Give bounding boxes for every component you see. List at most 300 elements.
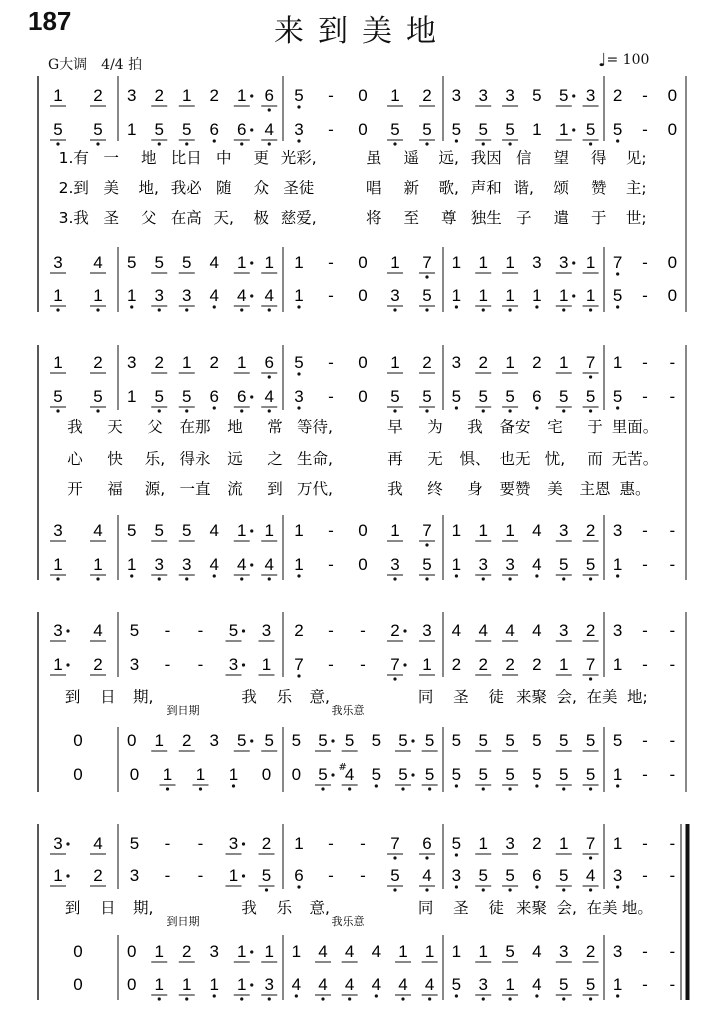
soprano-part-note: -: [328, 86, 334, 105]
soprano-part-note: 0: [358, 86, 368, 105]
tenor-part-note: 0: [73, 942, 83, 961]
lyric-verse-1: 我因: [470, 149, 502, 167]
alto-part-note: 4: [422, 866, 432, 885]
tenor-part-note: -: [669, 942, 676, 961]
tenor-part-aug-dot: [250, 529, 253, 532]
tenor-part-note: 1: [291, 942, 302, 961]
bass-part-note: 5: [559, 555, 569, 574]
bass-part-note: 5: [424, 765, 435, 784]
lyric-verse-1: 来聚: [515, 899, 547, 917]
tenor-part-note: 3: [532, 253, 542, 272]
soprano-part-note: 3: [559, 621, 569, 640]
alto-part-note: 5: [261, 866, 272, 885]
lyric-verse-1: 更: [253, 149, 270, 167]
alto-part-note: -: [642, 387, 648, 406]
alto-part-aug-dot: [66, 663, 69, 666]
alto-part-note: 1: [532, 120, 542, 139]
soprano-part-note: 1: [294, 834, 304, 853]
lyric-verse-1: 圣: [453, 899, 469, 917]
bass-part-note: 4: [318, 975, 328, 994]
tenor-part-note: 7: [612, 253, 623, 272]
bass-part-octave-dot: [240, 308, 243, 311]
soprano-part-octave-dot: [589, 375, 592, 378]
bass-part-note: 1: [53, 286, 63, 305]
bass-part-octave-dot: [508, 577, 511, 580]
soprano-part-note: 5: [228, 621, 239, 640]
tenor-part-note: 1: [478, 253, 488, 272]
alto-part-note: 7: [390, 655, 400, 674]
tenor-part-note: 1: [154, 942, 164, 961]
alto-part-octave-dot: [213, 139, 216, 142]
bass-part-octave-dot: [428, 787, 431, 790]
soprano-part-note: 7: [585, 834, 596, 853]
bass-part-note: 5: [398, 765, 408, 784]
lyric-verse-2: 歌,: [438, 179, 459, 197]
bass-part-note: 1: [612, 555, 623, 574]
soprano-part-aug-dot: [242, 842, 245, 845]
bass-part-octave-dot: [348, 787, 351, 790]
bass-part-note: 0: [127, 975, 137, 994]
alto-part-note: 1: [228, 866, 239, 885]
soprano-part-note: -: [164, 834, 171, 853]
bass-part-note: 1: [532, 286, 542, 305]
bass-part-note: 4: [209, 555, 219, 574]
alto-part-note: -: [197, 655, 204, 674]
bass-part-note: 5: [371, 765, 382, 784]
bass-part-octave-dot: [562, 997, 565, 1000]
bass-part-octave-dot: [455, 784, 458, 787]
bass-part-note: 1: [162, 765, 173, 784]
soprano-part-note: 2: [154, 353, 164, 372]
alto-part-note: 5: [154, 387, 164, 406]
soprano-part-note: -: [360, 834, 366, 853]
bass-part-octave-dot: [535, 784, 538, 787]
tenor-part-note: 0: [358, 521, 368, 540]
bass-part-note: 3: [182, 555, 192, 574]
alto-part-note: 1: [559, 120, 569, 139]
lyric-verse-3: 开: [67, 480, 83, 498]
alto-part-note: 1: [53, 655, 63, 674]
soprano-part-note: 4: [532, 621, 542, 640]
alto-part-note: 5: [585, 387, 596, 406]
soprano-part-note: 2: [93, 353, 103, 372]
lyric-verse-2: 忧,: [544, 450, 566, 468]
lyric-verse-1: 父: [147, 418, 163, 436]
bass-part-octave-dot: [375, 994, 378, 997]
hymn-title: 来到美地: [274, 14, 450, 49]
alto-part-note: 0: [358, 120, 368, 139]
bass-part-sharp-sign: #: [338, 762, 347, 773]
bass-part-aug-dot: [331, 773, 334, 776]
tenor-part-aug-dot: [572, 261, 575, 264]
lyric-verse-2: 谐,: [513, 179, 534, 197]
bass-part-note: 5: [451, 765, 462, 784]
bass-part-octave-dot: [96, 577, 99, 580]
bass-part-octave-dot: [589, 787, 592, 790]
lyric-verse-2: 惧、: [459, 450, 491, 468]
tenor-part-note: 5: [154, 253, 164, 272]
lyric-verse-2: 美: [103, 179, 120, 197]
tenor-part-octave-dot: [425, 275, 428, 278]
lyric-verse-3: 将: [365, 209, 382, 227]
bass-part-note: 1: [505, 975, 515, 994]
alto-part-octave-dot: [482, 888, 485, 891]
soprano-part-aug-dot: [242, 629, 245, 632]
alto-part-note: -: [642, 866, 648, 885]
tenor-part-note: 4: [93, 521, 103, 540]
bass-part-note: 5: [451, 975, 462, 994]
bass-part-octave-dot: [375, 784, 378, 787]
bass-part-note: -: [669, 555, 676, 574]
bass-part-note: 5: [559, 765, 569, 784]
tenor-part-note: 5: [344, 731, 355, 750]
bass-part-aug-dot: [572, 294, 575, 297]
tenor-part-note: 3: [559, 521, 569, 540]
alto-part-octave-dot: [455, 139, 458, 142]
tenor-part-note: 0: [667, 253, 678, 272]
lyric-verse-1: 望: [553, 149, 570, 167]
soprano-part-note: 6: [264, 353, 274, 372]
bass-part-note: 0: [667, 286, 678, 305]
bass-part-octave-dot: [482, 308, 485, 311]
alto-part-note: 5: [478, 866, 488, 885]
alto-part-note: 5: [559, 387, 569, 406]
tenor-part-note: 2: [182, 731, 192, 750]
tenor-part-note: 5: [154, 521, 164, 540]
tenor-part-note: 7: [422, 253, 432, 272]
bass-part-note: -: [328, 286, 334, 305]
alto-part-note: 0: [358, 387, 368, 406]
soprano-part-note: -: [328, 834, 334, 853]
alto-part-octave-dot: [616, 139, 619, 142]
soprano-part-note: -: [328, 621, 334, 640]
alto-part-octave-dot: [589, 409, 592, 412]
tenor-part-note: 5: [291, 731, 302, 750]
soprano-part-note: 3: [127, 86, 137, 105]
alto-part-aug-dot: [242, 663, 245, 666]
soprano-part-note: 2: [209, 353, 219, 372]
bass-part-octave-dot: [268, 997, 271, 1000]
alto-part-note: 5: [585, 120, 596, 139]
tenor-part-note: -: [669, 521, 676, 540]
bass-part-octave-dot: [616, 994, 619, 997]
tenor-part-note: 1: [478, 942, 488, 961]
lyric-verse-1: 天: [107, 418, 123, 436]
lyric-verse-1: 于: [587, 418, 603, 436]
tenor-part-aug-dot: [411, 739, 414, 742]
alto-part-octave-dot: [158, 409, 161, 412]
bass-part-octave-dot: [213, 305, 216, 308]
lyric-verse-3: 世;: [625, 209, 647, 227]
bass-part-note: 0: [73, 765, 83, 784]
alto-part-note: 6: [209, 120, 219, 139]
alto-part-note: 5: [478, 120, 488, 139]
soprano-part-note: 1: [612, 353, 623, 372]
lyric-verse-1: 得: [590, 149, 607, 167]
alto-part-note: 6: [237, 120, 247, 139]
alto-part-note: 6: [209, 387, 219, 406]
lyric-verse-3: 主恩: [579, 480, 611, 498]
tenor-part-note: 3: [559, 942, 569, 961]
lyric-verse-1: 1.有: [58, 149, 89, 167]
bass-part-note: 5: [422, 286, 432, 305]
bass-part-note: 1: [93, 555, 103, 574]
soprano-part-note: 2: [93, 86, 103, 105]
lyric-verse-2: 之: [267, 450, 283, 468]
alto-part-octave-dot: [393, 677, 396, 680]
alto-part-note: -: [164, 866, 171, 885]
tenor-part-note: 1: [424, 942, 435, 961]
alto-part-note: 2: [478, 655, 488, 674]
tenor-part-note: 1: [398, 942, 408, 961]
bass-part-octave-dot: [562, 787, 565, 790]
soprano-part-note: 2: [390, 621, 400, 640]
lyric-verse-1: 意,: [309, 688, 330, 706]
soprano-part-note: 3: [612, 621, 623, 640]
alto-part-octave-dot: [425, 409, 428, 412]
hymn-number: 187: [28, 6, 72, 36]
soprano-part-note: 2: [209, 86, 219, 105]
soprano-part-note: -: [328, 353, 334, 372]
bass-part-note: 5: [478, 765, 488, 784]
bass-part-note: 3: [264, 975, 274, 994]
soprano-part-note: 1: [237, 353, 247, 372]
soprano-part-note: 3: [451, 353, 462, 372]
bass-part-note: 3: [154, 555, 164, 574]
bass-part-note: 0: [73, 975, 83, 994]
bass-part-note: 4: [237, 286, 247, 305]
bass-part-octave-dot: [297, 305, 300, 308]
bass-part-note: 1: [195, 765, 206, 784]
lyric-verse-2: 地,: [138, 179, 159, 197]
alto-part-note: 2: [505, 655, 515, 674]
tenor-part-aug-dot: [250, 739, 253, 742]
tenor-part-note: -: [642, 253, 648, 272]
tenor-part-note: -: [328, 521, 334, 540]
soprano-part-note: 3: [422, 621, 432, 640]
echo-lyric: 我乐意: [331, 915, 365, 928]
tenor-part-note: 3: [209, 731, 219, 750]
soprano-part-octave-dot: [425, 856, 428, 859]
bass-part-octave-dot: [393, 577, 396, 580]
lyric-verse-2: 随: [215, 179, 232, 197]
alto-part-octave-dot: [185, 409, 188, 412]
alto-part-octave-dot: [616, 885, 619, 888]
alto-part-note: 5: [422, 120, 432, 139]
alto-part-note: 5: [53, 387, 63, 406]
tenor-part-note: 1: [505, 253, 515, 272]
soprano-part-octave-dot: [589, 856, 592, 859]
lyric-verse-3: 在高: [170, 209, 202, 227]
soprano-part-note: 2: [532, 834, 542, 853]
bass-part-octave-dot: [268, 577, 271, 580]
alto-part-note: -: [328, 120, 334, 139]
tenor-part-note: 4: [209, 253, 219, 272]
bass-part-note: 1: [209, 975, 219, 994]
lyric-verse-3: 于: [590, 209, 607, 227]
tenor-part-note: 0: [127, 731, 137, 750]
tenor-part-aug-dot: [250, 261, 253, 264]
tenor-part-note: 3: [559, 253, 569, 272]
alto-part-note: 5: [612, 120, 623, 139]
lyric-verse-2: 无: [427, 450, 443, 468]
lyric-verse-2: 2.到: [58, 179, 89, 197]
lyric-verse-2: 赞: [590, 179, 607, 197]
alto-part-note: 6: [532, 866, 542, 885]
tenor-part-note: 5: [318, 731, 328, 750]
lyric-verse-1: 远,: [438, 149, 459, 167]
tenor-part-note: 3: [209, 942, 219, 961]
bass-part-note: 1: [294, 555, 304, 574]
bass-part-note: 5: [585, 555, 596, 574]
bass-part-note: 3: [390, 286, 400, 305]
alto-part-note: 5: [154, 120, 164, 139]
bass-part-note: 3: [505, 555, 515, 574]
lyric-verse-2: 圣徒: [283, 179, 315, 197]
lyric-verse-1: 在美: [586, 899, 618, 917]
bass-part-octave-dot: [96, 308, 99, 311]
soprano-part-note: -: [197, 834, 204, 853]
lyric-verse-1: 等待,: [297, 418, 333, 436]
soprano-part-note: 1: [182, 86, 192, 105]
lyric-verse-1: 在那: [179, 418, 211, 436]
alto-part-octave-dot: [393, 142, 396, 145]
tempo-value: = 100: [606, 52, 650, 68]
alto-part-octave-dot: [508, 888, 511, 891]
tenor-part-note: 1: [451, 942, 462, 961]
bass-part-note: 1: [127, 286, 137, 305]
bass-part-note: 1: [93, 286, 103, 305]
alto-part-octave-dot: [508, 142, 511, 145]
tenor-part-note: 4: [344, 942, 355, 961]
lyric-verse-3: 流: [227, 480, 243, 498]
lyric-verse-2: 唱: [365, 179, 382, 197]
bass-part-note: 5: [585, 765, 596, 784]
alto-part-octave-dot: [96, 409, 99, 412]
alto-part-note: 0: [667, 120, 678, 139]
alto-part-octave-dot: [562, 409, 565, 412]
bass-part-note: 4: [424, 975, 435, 994]
tenor-part-octave-dot: [425, 543, 428, 546]
bass-part-note: 4: [291, 975, 302, 994]
bass-part-note: -: [642, 975, 648, 994]
soprano-part-note: 7: [390, 834, 400, 853]
tenor-part-note: 1: [390, 253, 400, 272]
lyric-verse-3: 福: [107, 480, 123, 498]
tenor-part-aug-dot: [331, 739, 334, 742]
bass-part-aug-dot: [411, 773, 414, 776]
bass-part-octave-dot: [297, 574, 300, 577]
bass-part-octave-dot: [455, 305, 458, 308]
bass-part-octave-dot: [321, 997, 324, 1000]
alto-part-octave-dot: [265, 888, 268, 891]
alto-part-octave-dot: [297, 885, 300, 888]
alto-part-note: 6: [237, 387, 247, 406]
tenor-part-note: 5: [127, 521, 137, 540]
alto-part-note: 6: [294, 866, 304, 885]
tenor-part-note: 5: [559, 731, 569, 750]
bass-part-octave-dot: [455, 994, 458, 997]
alto-part-note: 3: [129, 866, 140, 885]
tenor-part-note: 5: [505, 731, 515, 750]
bass-part-note: 1: [478, 286, 488, 305]
lyric-verse-1: 比日: [170, 149, 202, 167]
bass-part-note: 1: [154, 975, 164, 994]
lyric-verse-2: 我必: [170, 179, 202, 197]
alto-part-note: 5: [505, 387, 515, 406]
soprano-part-note: -: [197, 621, 204, 640]
soprano-part-note: 0: [667, 86, 678, 105]
bass-part-octave-dot: [166, 787, 169, 790]
lyric-verse-3: 尊: [440, 209, 457, 227]
bass-part-note: 3: [154, 286, 164, 305]
tenor-part-note: 5: [585, 731, 596, 750]
lyric-verse-1: 地: [227, 418, 243, 436]
bass-part-note: -: [669, 975, 676, 994]
bass-part-note: 0: [291, 765, 302, 784]
lyric-verse-1: 中: [215, 149, 232, 167]
alto-part-note: 5: [390, 866, 400, 885]
soprano-part-note: -: [669, 621, 676, 640]
tenor-part-note: 5: [424, 731, 435, 750]
alto-part-octave-dot: [535, 406, 538, 409]
bass-part-octave-dot: [185, 308, 188, 311]
alto-part-note: 7: [294, 655, 304, 674]
bass-part-octave-dot: [240, 997, 243, 1000]
soprano-part-note: -: [669, 353, 676, 372]
soprano-part-note: 5: [532, 86, 542, 105]
tenor-part-note: 3: [612, 942, 623, 961]
tenor-part-note: 1: [390, 521, 400, 540]
lyric-verse-1: 一: [103, 149, 120, 167]
soprano-part-note: -: [360, 621, 366, 640]
bass-part-note: 5: [612, 286, 623, 305]
tenor-part-note: 4: [318, 942, 328, 961]
bass-part-octave-dot: [56, 577, 59, 580]
bass-part-note: 1: [451, 555, 462, 574]
bass-part-note: -: [642, 765, 648, 784]
lyric-verse-1: 到: [64, 899, 81, 917]
lyric-verse-1: 同: [417, 688, 434, 706]
alto-part-octave-dot: [240, 409, 243, 412]
soprano-part-note: 2: [585, 621, 596, 640]
lyric-verse-1: 里面。: [611, 418, 659, 436]
alto-part-note: 1: [422, 655, 432, 674]
soprano-part-note: 1: [390, 86, 400, 105]
lyric-verse-2: 快: [107, 450, 123, 468]
alto-part-note: -: [669, 655, 676, 674]
soprano-part-note: 2: [422, 86, 432, 105]
bass-part-octave-dot: [158, 997, 161, 1000]
soprano-part-note: 3: [585, 86, 596, 105]
alto-part-note: 5: [390, 387, 400, 406]
bass-part-note: 1: [612, 975, 623, 994]
lyric-verse-1: 地。: [621, 899, 653, 917]
tenor-part-note: 5: [182, 253, 192, 272]
lyric-verse-2: 生命,: [297, 450, 333, 468]
soprano-part-note: 1: [390, 353, 400, 372]
alto-part-note: 3: [612, 866, 623, 885]
bass-part-octave-dot: [295, 994, 298, 997]
lyric-verse-1: 常: [267, 418, 283, 436]
alto-part-octave-dot: [482, 142, 485, 145]
alto-part-octave-dot: [589, 888, 592, 891]
soprano-part-note: 5: [559, 86, 569, 105]
soprano-part-note: 7: [585, 353, 596, 372]
lyric-verse-3: 天,: [213, 209, 234, 227]
lyric-verse-3: 万代,: [297, 480, 333, 498]
lyric-verse-1: 地: [140, 149, 157, 167]
